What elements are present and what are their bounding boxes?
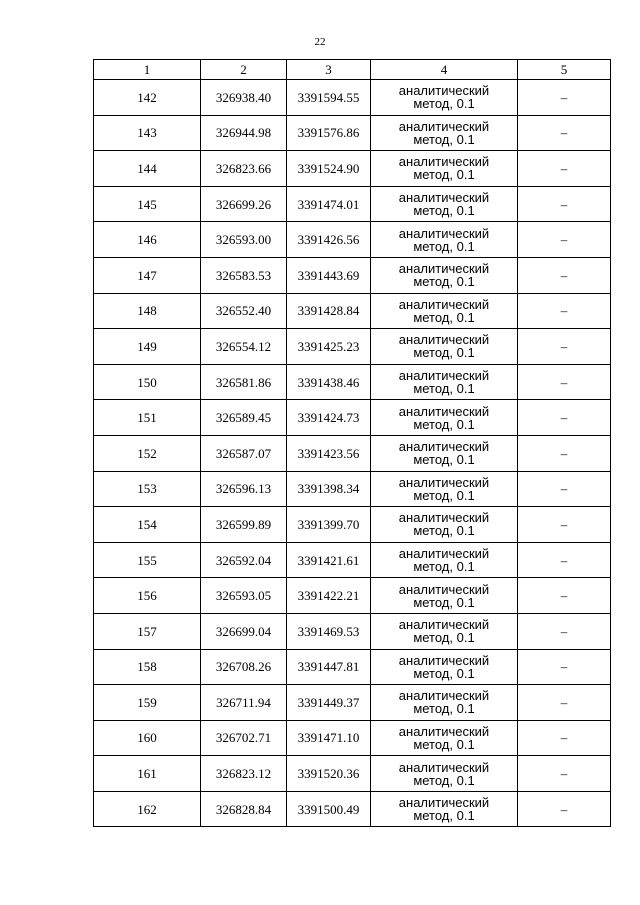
method-precision: метод, 0.1 [413,630,475,646]
method-text: аналитический [398,581,490,597]
table-row [94,756,611,792]
method-text: аналитический [398,368,490,384]
coordinate-y: 3391471.10 [287,720,371,756]
method-text: аналитический [398,118,490,134]
method-cell [371,80,518,116]
table-row [94,613,611,649]
note-cell: – [518,471,611,507]
header-col-1: 1 [94,60,201,80]
method-precision: метод, 0.1 [413,131,475,147]
coordinate-y: 3391398.34 [287,471,371,507]
method-precision: метод, 0.1 [413,381,475,397]
note-cell: – [518,222,611,258]
note-cell: – [518,80,611,116]
table-row [94,257,611,293]
method-cell [371,649,518,685]
coordinate-x: 326581.86 [201,364,287,400]
table-body [94,80,611,827]
table-row [94,685,611,721]
method-precision: метод, 0.1 [413,167,475,183]
coordinate-y: 3391425.23 [287,329,371,365]
coordinate-x: 326599.89 [201,507,287,543]
coordinate-x: 326708.26 [201,649,287,685]
method-text: аналитический [398,723,490,739]
header-col-3: 3 [287,60,371,80]
note-cell: – [518,542,611,578]
method-precision: метод, 0.1 [413,238,475,254]
coordinate-x: 326593.05 [201,578,287,614]
method-text: аналитический [398,474,490,490]
coordinate-x: 326828.84 [201,791,287,827]
header-row [94,60,611,80]
table-row [94,293,611,329]
method-text: аналитический [398,546,490,562]
coordinate-y: 3391576.86 [287,115,371,151]
coordinate-x: 326587.07 [201,435,287,471]
note-cell: – [518,791,611,827]
table-row [94,80,611,116]
method-cell [371,115,518,151]
point-number: 162 [94,791,201,827]
method-cell [371,791,518,827]
header-col-2: 2 [201,60,287,80]
method-cell [371,293,518,329]
page-number: 22 [314,36,326,48]
coordinate-x: 326823.66 [201,151,287,187]
method-text: аналитический [398,652,490,668]
coordinate-x: 326596.13 [201,471,287,507]
method-precision: метод, 0.1 [413,559,475,575]
method-precision: метод, 0.1 [413,487,475,503]
method-text: аналитический [398,439,490,455]
table-row [94,471,611,507]
point-number: 149 [94,329,201,365]
note-cell: – [518,578,611,614]
method-precision: метод, 0.1 [413,594,475,610]
point-number: 154 [94,507,201,543]
method-text: аналитический [398,403,490,419]
coordinate-x: 326593.00 [201,222,287,258]
point-number: 144 [94,151,201,187]
method-cell [371,329,518,365]
method-precision: метод, 0.1 [413,808,475,824]
method-precision: метод, 0.1 [413,736,475,752]
table-row [94,329,611,365]
table-row [94,578,611,614]
coordinate-x: 326592.04 [201,542,287,578]
coordinate-y: 3391447.81 [287,649,371,685]
method-text: аналитический [398,154,490,170]
coordinate-y: 3391438.46 [287,364,371,400]
coordinate-x: 326554.12 [201,329,287,365]
note-cell: – [518,151,611,187]
method-precision: метод, 0.1 [413,665,475,681]
table-row [94,400,611,436]
coordinate-x: 326552.40 [201,293,287,329]
coordinate-y: 3391421.61 [287,542,371,578]
point-number: 147 [94,257,201,293]
coordinate-x: 326699.26 [201,186,287,222]
table-row [94,720,611,756]
point-number: 157 [94,613,201,649]
table-row [94,542,611,578]
method-cell [371,186,518,222]
coordinate-y: 3391474.01 [287,186,371,222]
header-col-4: 4 [371,60,518,80]
method-cell [371,364,518,400]
method-text: аналитический [398,261,490,277]
method-text: аналитический [398,83,490,99]
coordinate-x: 326944.98 [201,115,287,151]
method-text: аналитический [398,510,490,526]
note-cell: – [518,400,611,436]
method-cell [371,613,518,649]
coordinates-table [93,59,611,827]
note-cell: – [518,435,611,471]
method-cell [371,685,518,721]
method-cell [371,542,518,578]
header-col-5: 5 [518,60,611,80]
coordinate-x: 326699.04 [201,613,287,649]
coordinate-y: 3391449.37 [287,685,371,721]
coordinate-y: 3391500.49 [287,791,371,827]
method-precision: метод, 0.1 [413,701,475,717]
table-row [94,649,611,685]
table-row [94,115,611,151]
method-cell [371,435,518,471]
method-text: аналитический [398,617,490,633]
point-number: 156 [94,578,201,614]
point-number: 161 [94,756,201,792]
note-cell: – [518,613,611,649]
point-number: 148 [94,293,201,329]
method-cell [371,720,518,756]
point-number: 151 [94,400,201,436]
coordinate-x: 326938.40 [201,80,287,116]
method-precision: метод, 0.1 [413,203,475,219]
coordinate-x: 326702.71 [201,720,287,756]
method-text: аналитический [398,190,490,206]
method-precision: метод, 0.1 [413,309,475,325]
method-cell [371,507,518,543]
table-row [94,151,611,187]
coordinate-y: 3391399.70 [287,507,371,543]
note-cell: – [518,364,611,400]
table-row [94,435,611,471]
coordinate-x: 326823.12 [201,756,287,792]
method-text: аналитический [398,332,490,348]
note-cell: – [518,115,611,151]
table-row [94,222,611,258]
coordinate-y: 3391423.56 [287,435,371,471]
coordinate-y: 3391520.36 [287,756,371,792]
method-text: аналитический [398,795,490,811]
coordinate-x: 326711.94 [201,685,287,721]
point-number: 159 [94,685,201,721]
method-cell [371,578,518,614]
coordinate-y: 3391469.53 [287,613,371,649]
method-cell [371,471,518,507]
method-cell [371,400,518,436]
coordinate-y: 3391524.90 [287,151,371,187]
method-text: аналитический [398,688,490,704]
coordinate-y: 3391426.56 [287,222,371,258]
coordinate-y: 3391428.84 [287,293,371,329]
coordinate-x: 326589.45 [201,400,287,436]
coordinate-y: 3391422.21 [287,578,371,614]
method-precision: метод, 0.1 [413,274,475,290]
note-cell: – [518,257,611,293]
point-number: 150 [94,364,201,400]
point-number: 145 [94,186,201,222]
note-cell: – [518,720,611,756]
coordinate-y: 3391594.55 [287,80,371,116]
point-number: 142 [94,80,201,116]
table-row [94,186,611,222]
table-row [94,364,611,400]
method-precision: метод, 0.1 [413,96,475,112]
method-cell [371,257,518,293]
note-cell: – [518,507,611,543]
point-number: 158 [94,649,201,685]
note-cell: – [518,649,611,685]
method-precision: метод, 0.1 [413,345,475,361]
method-text: аналитический [398,296,490,312]
note-cell: – [518,685,611,721]
point-number: 153 [94,471,201,507]
point-number: 155 [94,542,201,578]
method-cell [371,151,518,187]
note-cell: – [518,756,611,792]
point-number: 160 [94,720,201,756]
table-header [94,60,611,80]
note-cell: – [518,186,611,222]
method-precision: метод, 0.1 [413,523,475,539]
coordinate-x: 326583.53 [201,257,287,293]
note-cell: – [518,329,611,365]
table-row [94,507,611,543]
coordinate-y: 3391424.73 [287,400,371,436]
method-precision: метод, 0.1 [413,416,475,432]
method-precision: метод, 0.1 [413,452,475,468]
method-cell [371,756,518,792]
method-text: аналитический [398,759,490,775]
method-cell [371,222,518,258]
method-text: аналитический [398,225,490,241]
note-cell: – [518,293,611,329]
point-number: 146 [94,222,201,258]
point-number: 152 [94,435,201,471]
method-precision: метод, 0.1 [413,772,475,788]
table-row [94,791,611,827]
point-number: 143 [94,115,201,151]
coordinate-y: 3391443.69 [287,257,371,293]
